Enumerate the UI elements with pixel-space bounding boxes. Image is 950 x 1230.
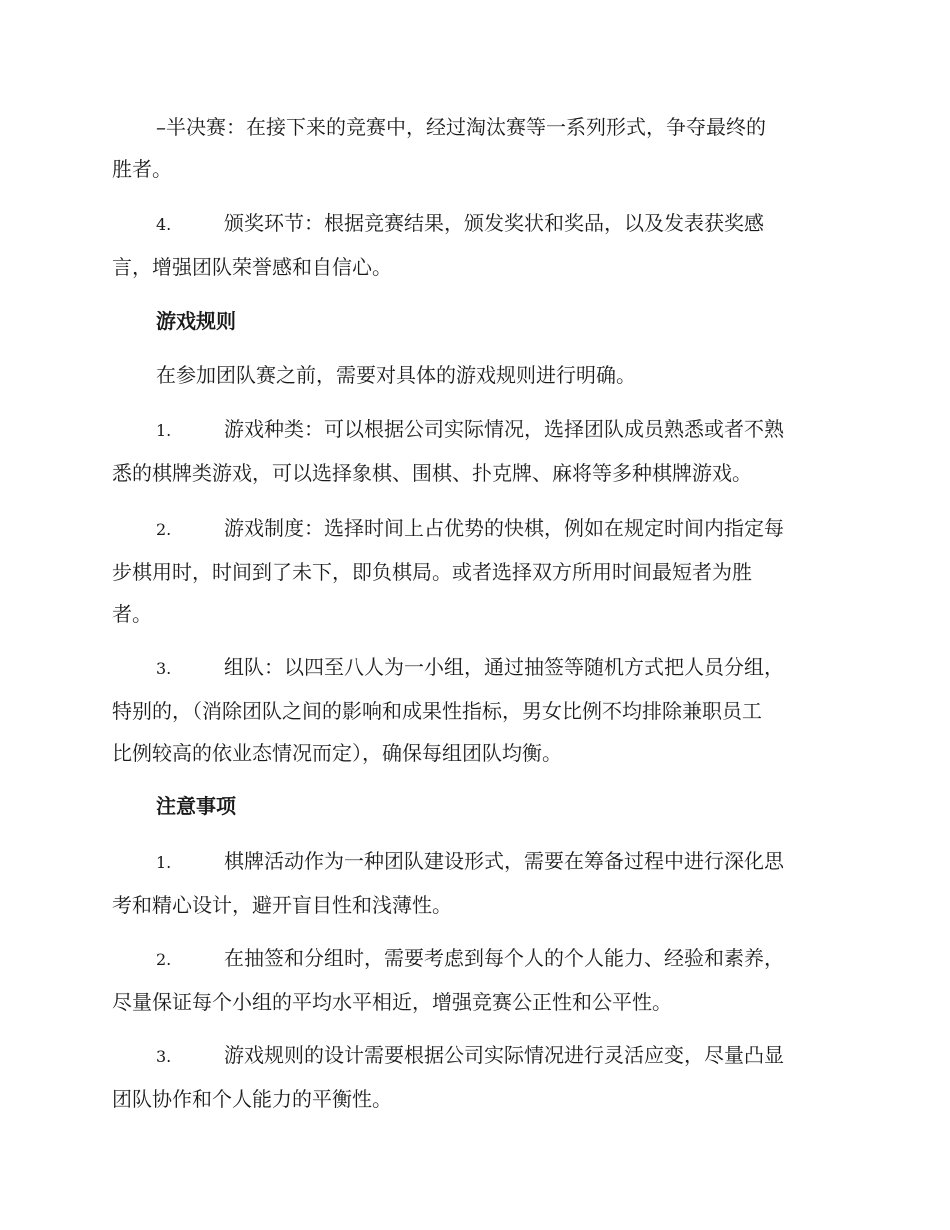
list-number: 3. <box>156 1047 172 1066</box>
section-intro <box>112 354 836 396</box>
paragraph-semifinal <box>112 106 836 190</box>
list-number: 2. <box>156 950 172 969</box>
text-line: 游戏制度：选择时间上占优势的快棋，例如在规定时间内指定每 <box>224 516 784 540</box>
list-number: 1. <box>156 421 172 440</box>
list-item <box>112 507 836 635</box>
text-line: 尽量保证每个小组的平均水平相近，增强竞赛公正性和公平性。 <box>112 990 672 1014</box>
text-line: 特别的，（消除团队之间的影响和成果性指标，男女比例不均排除兼职员工 <box>112 699 762 723</box>
text-line: 颁奖环节：根据竞赛结果，颁发奖状和奖品，以及发表获奖感 <box>224 211 764 235</box>
text-line: 胜者。 <box>112 157 172 181</box>
list-number: 3. <box>156 659 172 678</box>
text-line: 团队协作和个人能力的平衡性。 <box>112 1087 392 1111</box>
text-line: –半决赛：在接下来的竞赛中，经过淘汰赛等一系列形式，争夺最终的 <box>156 115 766 139</box>
list-item <box>112 1034 836 1120</box>
list-item <box>112 408 836 494</box>
text-line: 步棋用时，时间到了未下，即负棋局。或者选择双方所用时间最短者为胜 <box>112 560 752 584</box>
text-line: 言，增强团队荣誉感和自信心。 <box>112 255 392 279</box>
text-line: 比例较高的依业态情况而定），确保每组团队均衡。 <box>112 741 562 765</box>
list-item-awards <box>112 202 836 288</box>
text-line: 者。 <box>112 602 152 626</box>
list-item <box>112 937 836 1023</box>
list-item <box>112 646 836 774</box>
section-heading-game-rules: 游戏规则 <box>156 309 236 333</box>
text-line: 在抽签和分组时，需要考虑到每个人的个人能力、经验和素养， <box>224 946 784 970</box>
text-line: 考和精心设计，避开盲目性和浅薄性。 <box>112 893 452 917</box>
list-number: 2. <box>156 520 172 539</box>
text-line: 游戏规则的设计需要根据公司实际情况进行灵活应变，尽量凸显 <box>224 1043 784 1067</box>
list-number: 1. <box>156 853 172 872</box>
text-line: 悉的棋牌类游戏，可以选择象棋、围棋、扑克牌、麻将等多种棋牌游戏。 <box>112 461 752 485</box>
list-item <box>112 840 836 926</box>
section-heading-notes: 注意事项 <box>156 794 236 818</box>
text-line: 游戏种类：可以根据公司实际情况，选择团队成员熟悉或者不熟 <box>224 417 784 441</box>
text-line: 棋牌活动作为一种团队建设形式，需要在筹备过程中进行深化思 <box>224 849 784 873</box>
list-number: 4. <box>156 215 172 234</box>
text-line: 组队：以四至八人为一小组，通过抽签等随机方式把人员分组， <box>224 655 784 679</box>
text-line: 在参加团队赛之前，需要对具体的游戏规则进行明确。 <box>156 363 636 387</box>
